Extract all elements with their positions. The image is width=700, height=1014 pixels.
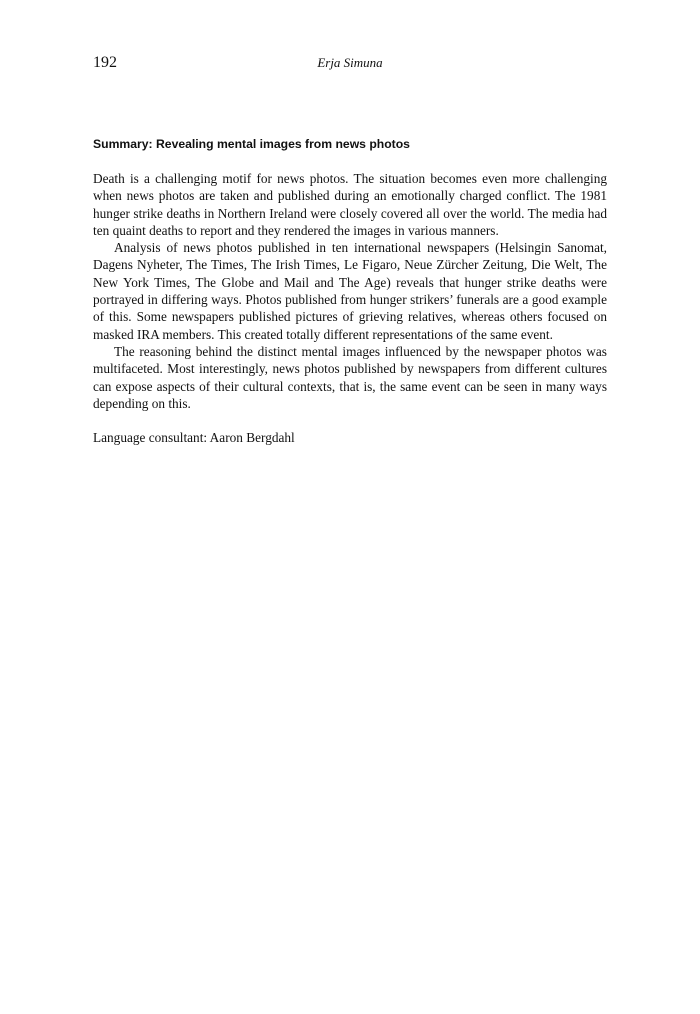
- running-author: Erja Simuna: [317, 55, 383, 70]
- summary-paragraph-2: Analysis of news photos published in ten international newspapers (Helsingin Sanomat, Dagens Nyheter, The Times, The Irish Times, Le Figaro, Neue Zürcher Zeitung, Die Welt, The New York Times, The Globe and Mail and The Age) reveals that hunger strike deaths were portrayed in differing ways. Photos published from hunger strikers’ funerals are a good example of this. Some newspapers published pictures of grieving relatives, whereas others focused on masked IRA members. This created totally different representations of the same event.: [93, 240, 607, 342]
- summary-paragraph-3: The reasoning behind the distinct mental images influenced by the newspaper photos was multifaceted. Most interestingly, news photos published by newspapers from different cultures can expose aspects of their cultural contexts, that is, the same event can be seen in many ways depending on this.: [93, 343, 607, 411]
- summary-body: [93, 170, 607, 412]
- page-number: 192: [93, 54, 117, 71]
- summary-heading: Summary: Revealing mental images from news photos: [93, 137, 410, 151]
- language-consultant-note: Language consultant: Aaron Bergdahl: [93, 430, 295, 445]
- summary-paragraph-1: Death is a challenging motif for news photos. The situation becomes even more challenging when news photos are taken and published during an emotionally charged conflict. The 1981 hunger strike deaths in Northern Ireland were closely covered all over the world. The media had ten quaint deaths to report and they rendered the images in various manners.: [93, 171, 607, 238]
- running-head: [93, 54, 607, 74]
